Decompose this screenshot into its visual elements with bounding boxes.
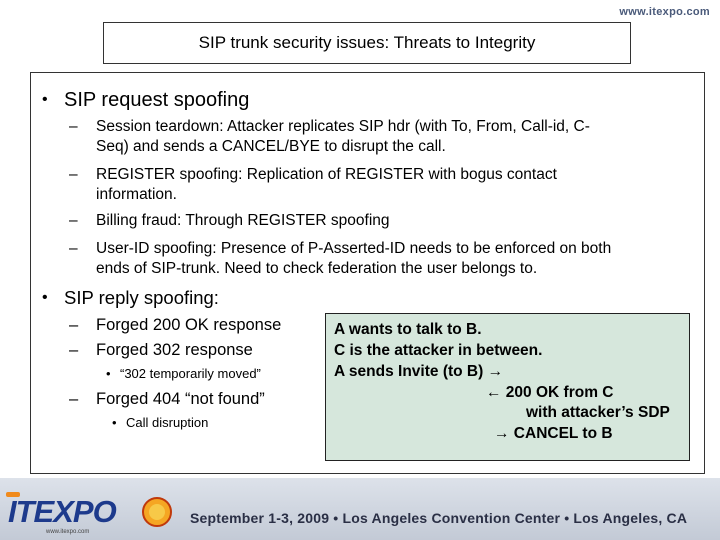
bullet-label: SIP request spoofing	[64, 89, 250, 111]
sub-billing-fraud	[69, 211, 390, 231]
callout-line: with attacker’s SDP	[526, 404, 670, 421]
bullet-dot: •	[42, 91, 48, 108]
site-url: www.itexpo.com	[619, 6, 710, 18]
bullet-label: SIP reply spoofing:	[64, 287, 219, 308]
dash-marker: –	[69, 166, 78, 183]
sub-register-spoofing	[69, 165, 557, 185]
callout-line: → CANCEL to B	[494, 425, 613, 442]
logo-subtext: www.itexpo.com	[46, 529, 90, 535]
sub-user-id-spoofing-cont	[96, 259, 537, 279]
callout-line: C is the attacker in between.	[334, 342, 543, 359]
slide-title	[103, 22, 631, 64]
dash-marker: –	[69, 212, 78, 229]
sub-register-spoofing-cont	[96, 185, 177, 205]
sub-text: “302 temporarily moved”	[120, 366, 261, 381]
bullet-sip-reply-spoofing	[42, 286, 219, 310]
logo-text: ITEXPO	[8, 494, 116, 529]
bullet-dot: •	[112, 415, 117, 430]
dash-marker: –	[69, 390, 79, 408]
sub-forged-404	[69, 389, 265, 409]
sub-call-disruption	[112, 415, 209, 431]
slide-title-text: SIP trunk security issues: Threats to Integrity	[198, 33, 536, 52]
sub-user-id-spoofing	[69, 239, 612, 259]
sub-text: Call disruption	[126, 415, 209, 430]
dash-marker: –	[69, 341, 79, 359]
sub-text: User-ID spoofing: Presence of P-Asserted-ID needs to be enforced on both	[96, 240, 612, 257]
callout-line: A sends Invite (to B) →	[334, 363, 504, 380]
callout-line: ← 200 OK from C	[486, 384, 614, 401]
attack-scenario-callout	[325, 313, 690, 461]
event-info: September 1-3, 2009 • Los Angeles Convention Center • Los Angeles, CA	[190, 510, 688, 526]
sub-session-teardown	[69, 117, 590, 137]
sub-text: Forged 200 OK response	[96, 316, 282, 334]
bullet-dot: •	[42, 289, 48, 306]
dash-marker: –	[69, 118, 78, 135]
sub-forged-200	[69, 315, 282, 335]
dash-marker: –	[69, 316, 79, 334]
itexpo-logo	[4, 490, 179, 536]
sub-text: information.	[96, 186, 177, 203]
sub-302-moved	[106, 366, 261, 382]
dash-marker: –	[69, 240, 78, 257]
sub-session-teardown-cont	[96, 137, 446, 157]
sub-text: REGISTER spoofing: Replication of REGISTER with bogus contact	[96, 166, 557, 183]
sub-text: Seq) and sends a CANCEL/BYE to disrupt the call.	[96, 138, 446, 155]
sub-text: Forged 404 “not found”	[96, 390, 265, 408]
sub-forged-302	[69, 340, 253, 360]
sub-text: Billing fraud: Through REGISTER spoofing	[96, 212, 390, 229]
bullet-dot: •	[106, 366, 111, 381]
sub-text: Forged 302 response	[96, 341, 253, 359]
callout-line: A wants to talk to B.	[334, 321, 482, 338]
sub-text: ends of SIP-trunk. Need to check federation the user belongs to.	[96, 260, 538, 277]
bullet-sip-request-spoofing	[42, 88, 250, 112]
sub-text: Session teardown: Attacker replicates SIP hdr (with To, From, Call-id, C-	[96, 118, 590, 135]
